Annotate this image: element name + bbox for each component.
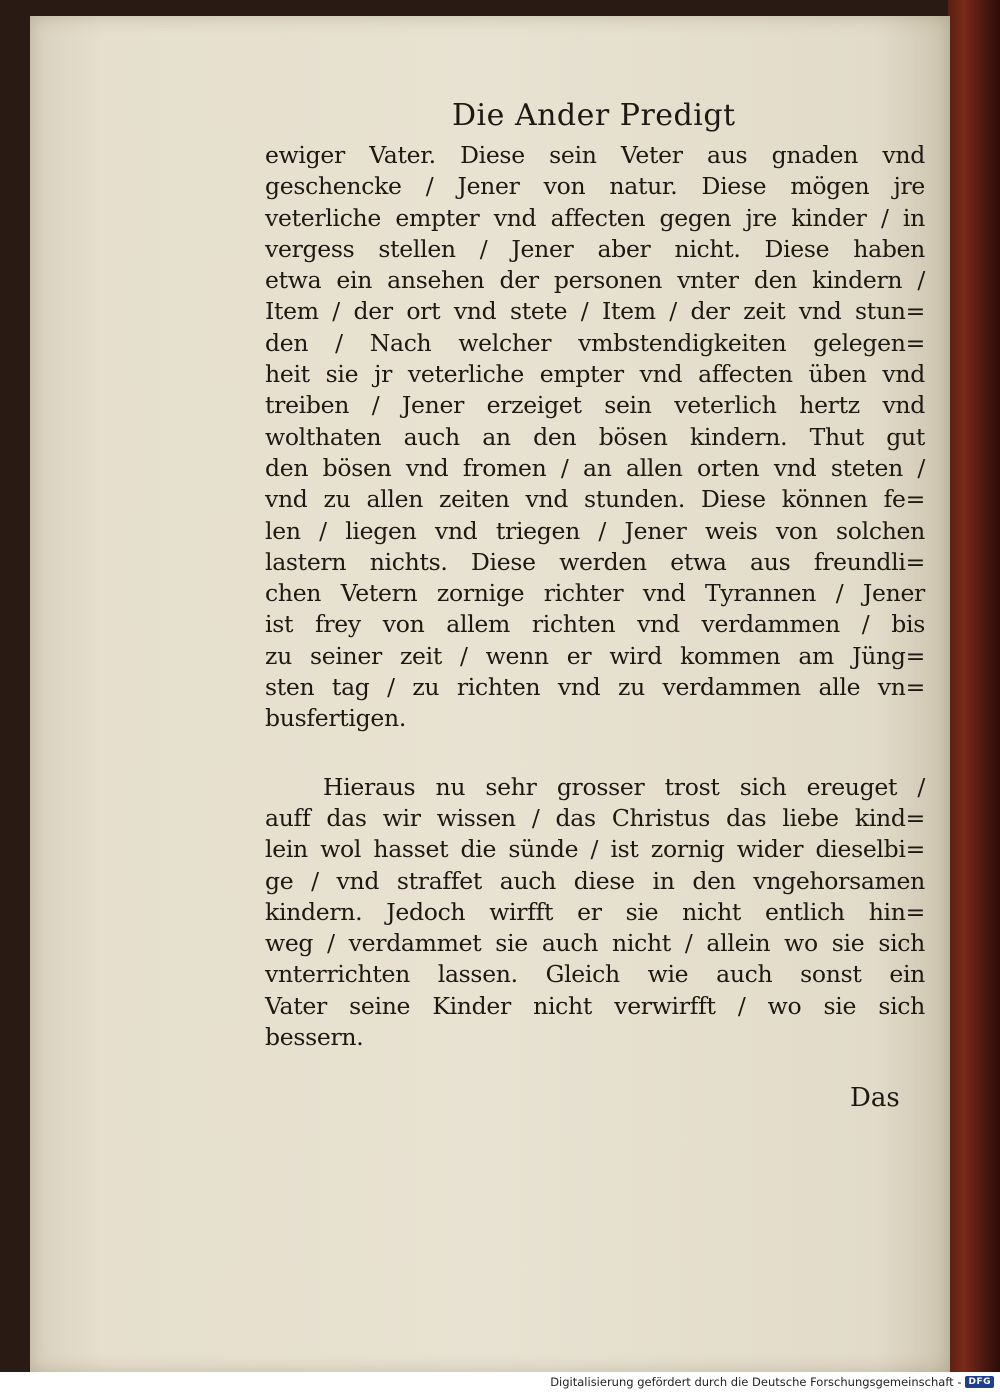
text-line: vnterrichten lassen. Gleich wie auch sonst ein [265, 960, 925, 989]
text-line: etwa ein ansehen der personen vnter den kindern / [265, 266, 925, 295]
running-header: Die Ander Predigt [452, 98, 736, 133]
text-line: treiben / Jener erzeiget sein veterlich hertz vnd [265, 391, 925, 420]
text-line: Hieraus nu sehr grosser trost sich ereuget / [323, 772, 925, 801]
text-line: ist frey von allem richten vnd verdammen / bis [265, 610, 925, 639]
text-line: vergess stellen / Jener aber nicht. Diese haben [265, 234, 925, 263]
text-line: sten tag / zu richten vnd zu verdammen alle vn= [265, 673, 925, 702]
text-line: Item / der ort vnd stete / Item / der zeit vnd stun= [265, 297, 925, 326]
text-line: Vater seine Kinder nicht verwirfft / wo sie sich [265, 991, 925, 1020]
footer-credit [550, 1375, 994, 1389]
text-line: vnd zu allen zeiten vnd stunden. Diese können fe= [265, 485, 925, 514]
text-line: zu seiner zeit / wenn er wird kommen am Jüng= [265, 641, 925, 670]
text-line: heit sie jr veterliche empter vnd affecten üben vnd [265, 360, 925, 389]
paragraph-gap [265, 735, 925, 772]
text-line: lastern nichts. Diese werden etwa aus freundli= [265, 547, 925, 576]
text-line: bessern. [265, 1023, 364, 1052]
page-text [265, 140, 925, 1053]
text-line: kindern. Jedoch wirfft er sie nicht entlich hin= [265, 897, 925, 926]
text-line: busfertigen. [265, 704, 406, 733]
text-line: geschencke / Jener von natur. Diese mögen jre [265, 172, 925, 201]
catchword: Das [850, 1083, 900, 1113]
text-line: veterliche empter vnd affecten gegen jre kinder / in [265, 203, 925, 232]
paragraph-2 [265, 772, 925, 1054]
text-line: weg / verdammet sie auch nicht / allein wo sie sich [265, 929, 925, 958]
text-line: wolthaten auch an den bösen kindern. Thut gut [265, 422, 925, 451]
text-line: chen Vetern zornige richter vnd Tyrannen / Jener [265, 579, 925, 608]
text-line: den bösen vnd fromen / an allen orten vnd steten / [265, 453, 925, 482]
text-line: ge / vnd straffet auch diese in den vngehorsamen [265, 866, 925, 895]
text-line: ewiger Vater. Diese sein Veter aus gnaden vnd [265, 141, 925, 169]
paragraph-1 [265, 140, 925, 735]
footer-text: Digitalisierung gefördert durch die Deutsche Forschungsgemeinschaft - [550, 1375, 962, 1389]
text-line: len / liegen vnd triegen / Jener weis von solchen [265, 516, 925, 545]
text-line: lein wol hasset die sünde / ist zornig wider dieselbi= [265, 835, 925, 864]
dfg-logo: DFG [965, 1376, 994, 1388]
text-line: den / Nach welcher vmbstendigkeiten gelegen= [265, 328, 925, 357]
book-cover-edge [948, 0, 1000, 1372]
text-line: auff das wir wissen / das Christus das liebe kind= [265, 803, 925, 832]
